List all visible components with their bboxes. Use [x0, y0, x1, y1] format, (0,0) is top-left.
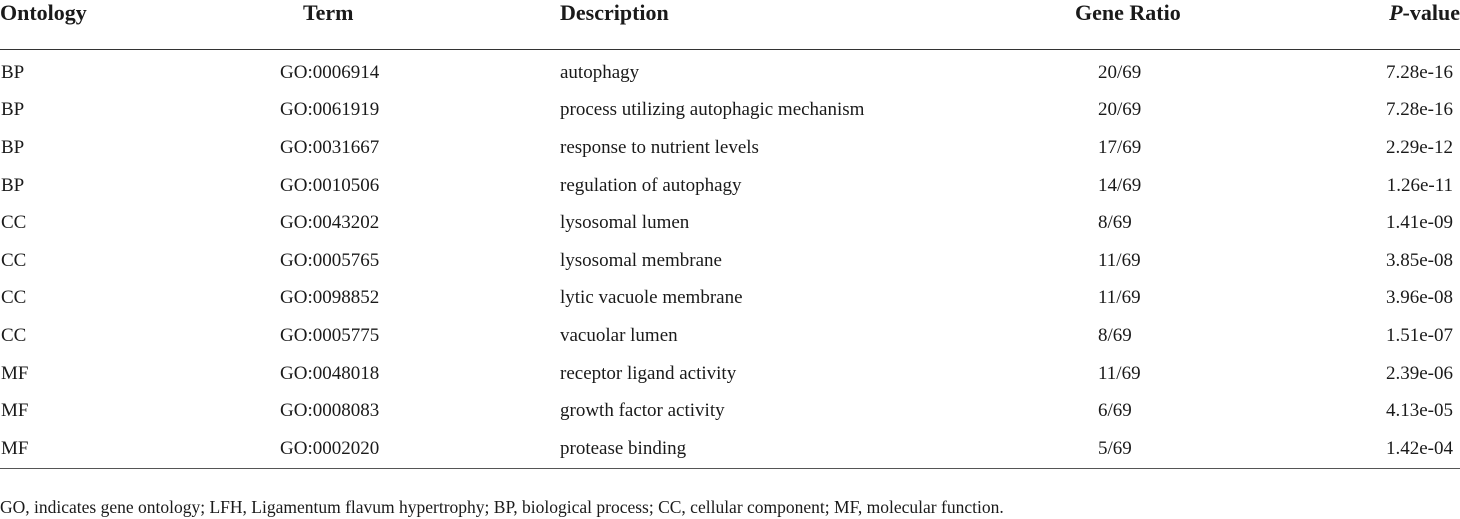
cell-ontology: BP — [1, 136, 25, 158]
header-p-value-italic: P — [1389, 0, 1403, 25]
cell-term: GO:0043202 — [280, 212, 380, 234]
cell-ontology: MF — [0, 430, 278, 469]
cell-p-value: 2.39e-06 — [1385, 362, 1453, 384]
cell-description: vacuolar lumen — [560, 324, 678, 346]
header-p-value-suffix: -value — [1402, 0, 1460, 25]
cell-p-value: 4.13e-05 — [1385, 400, 1453, 422]
cell-p-value: 1.41e-09 — [1385, 212, 1453, 234]
cell-description: autophagy — [560, 61, 640, 83]
cell-p-value: 2.29e-12 — [1385, 136, 1453, 158]
cell-gene-ratio: 8/69 — [1098, 324, 1132, 346]
table-footnote: GO, indicates gene ontology; LFH, Ligamentum flavum hypertrophy; BP, biological process; CC, cellular component; MF, molecular function. — [0, 497, 1004, 517]
cell-p-value: 3.85e-08 — [1385, 249, 1453, 271]
cell-gene-ratio: 11/69 — [1098, 287, 1141, 309]
table-row — [0, 392, 1460, 430]
header-description: Description — [560, 0, 940, 50]
table-row — [0, 430, 1460, 469]
table-row — [0, 167, 1460, 205]
cell-ontology: CC — [1, 324, 27, 346]
cell-gene-ratio: 17/69 — [1098, 136, 1142, 158]
cell-gene-ratio: 6/69 — [1098, 400, 1132, 422]
cell-term: GO:0031667 — [280, 136, 380, 158]
cell-gene-ratio: 11/69 — [1098, 249, 1141, 271]
cell-description: process utilizing autophagic mechanism — [560, 99, 865, 121]
table-row — [0, 355, 1460, 393]
cell-description: lysosomal lumen — [560, 212, 690, 234]
cell-description: protease binding — [560, 430, 940, 469]
header-row — [0, 0, 1460, 50]
cell-ontology: CC — [1, 287, 27, 309]
cell-description: receptor ligand activity — [560, 362, 737, 384]
cell-term: GO:0005765 — [280, 249, 380, 271]
cell-gene-ratio: 11/69 — [1098, 362, 1141, 384]
cell-term: GO:0061919 — [280, 99, 380, 121]
cell-ontology: MF — [1, 400, 29, 422]
header-term: Term — [278, 0, 560, 50]
cell-description: lytic vacuole membrane — [560, 287, 743, 309]
cell-term: GO:0098852 — [280, 287, 380, 309]
cell-ontology: CC — [1, 212, 27, 234]
cell-term: GO:0010506 — [280, 174, 380, 196]
cell-description: growth factor activity — [560, 400, 725, 422]
cell-p-value: 7.28e-16 — [1385, 61, 1453, 83]
cell-gene-ratio: 20/69 — [1098, 61, 1142, 83]
cell-description: response to nutrient levels — [560, 136, 759, 158]
table-row — [0, 92, 1460, 130]
cell-description: lysosomal membrane — [560, 249, 722, 271]
cell-term: GO:0005775 — [280, 324, 380, 346]
cell-p-value: 7.28e-16 — [1385, 99, 1453, 121]
table-row — [0, 204, 1460, 242]
header-ontology: Ontology — [0, 0, 278, 50]
cell-ontology: CC — [1, 249, 27, 271]
table-row — [0, 129, 1460, 167]
cell-ontology: BP — [1, 99, 25, 121]
cell-gene-ratio: 20/69 — [1098, 99, 1142, 121]
cell-p-value: 1.42e-04 — [1245, 430, 1460, 469]
cell-term: GO:0006914 — [280, 61, 380, 83]
table-body — [0, 50, 1460, 469]
cell-gene-ratio: 5/69 — [940, 430, 1245, 469]
cell-description: regulation of autophagy — [560, 174, 742, 196]
cell-ontology: MF — [1, 362, 29, 384]
cell-gene-ratio: 14/69 — [1098, 174, 1142, 196]
table-row — [0, 280, 1460, 318]
cell-term: GO:0008083 — [280, 400, 380, 422]
cell-term: GO:0048018 — [280, 362, 380, 384]
cell-p-value: 1.26e-11 — [1386, 174, 1453, 196]
cell-ontology: BP — [1, 174, 25, 196]
cell-ontology: BP — [1, 61, 25, 83]
table-row — [0, 317, 1460, 355]
cell-gene-ratio: 8/69 — [1098, 212, 1132, 234]
header-p-value — [1245, 0, 1460, 50]
cell-p-value: 3.96e-08 — [1385, 287, 1453, 309]
cell-term: GO:0002020 — [278, 430, 560, 469]
table-row — [0, 50, 1460, 92]
table-row — [0, 242, 1460, 280]
header-gene-ratio: Gene Ratio — [940, 0, 1245, 50]
cell-p-value: 1.51e-07 — [1385, 324, 1453, 346]
table-header — [0, 0, 1460, 50]
